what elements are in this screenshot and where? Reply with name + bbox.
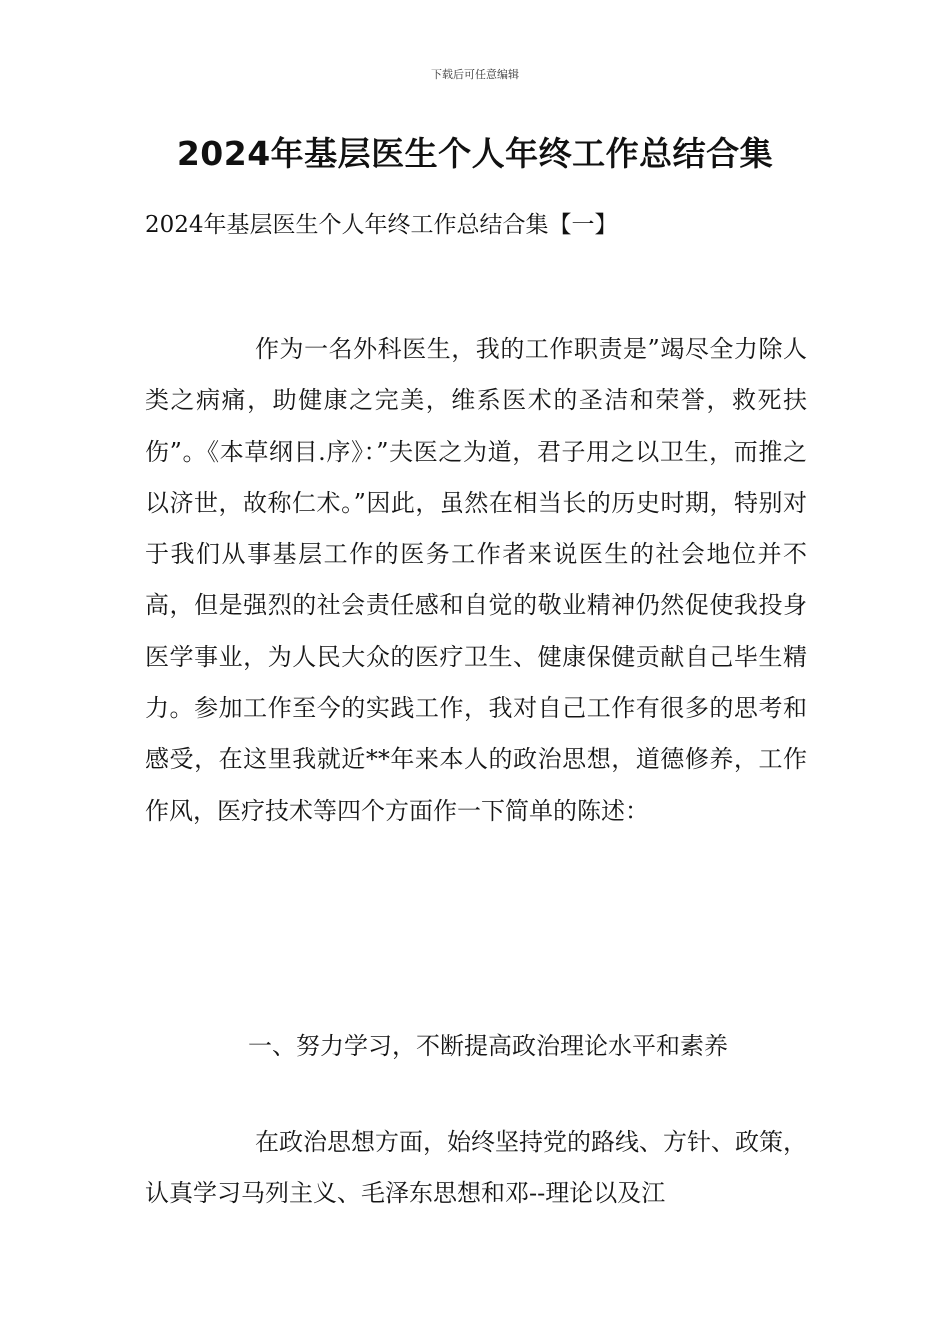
section-heading: 2024年基层医生个人年终工作总结合集【一】 [145, 212, 618, 238]
download-note: 下载后可任意编辑 [431, 68, 519, 81]
subheading-1: 一、努力学习，不断提高政治理论水平和素养 [248, 1032, 728, 1060]
body-paragraph-1: 作为一名外科医生，我的工作职责是”竭尽全力除人类之病痛，助健康之完美，维系医术的圣洁和荣誉，救死扶伤”。《本草纲目.序》：”夫医之为道，君子用之以卫生，而推之以济世，故称仁术。”因此，虽然在相当长的历史时期，特别对于我们从事基层工作的医务工作者来说医生的社会地位并不高，但是强烈的社会责任感和自觉的敬业精神仍然促使我投身医学事业，为人民大众的医疗卫生、健康保健贡献自己毕生精力。参加工作至今的实践工作，我对自己工作有很多的思考和感受，在这里我就近**年来本人的政治思想，道德修养，工作作风，医疗技术等四个方面作一下简单的陈述： [145, 335, 807, 825]
body-paragraph-2: 在政治思想方面，始终坚持党的路线、方针、政策，认真学习马列主义、毛泽东思想和邓--理论以及江 [145, 1128, 807, 1208]
document-title: 2024年基层医生个人年终工作总结合集 [176, 134, 774, 173]
